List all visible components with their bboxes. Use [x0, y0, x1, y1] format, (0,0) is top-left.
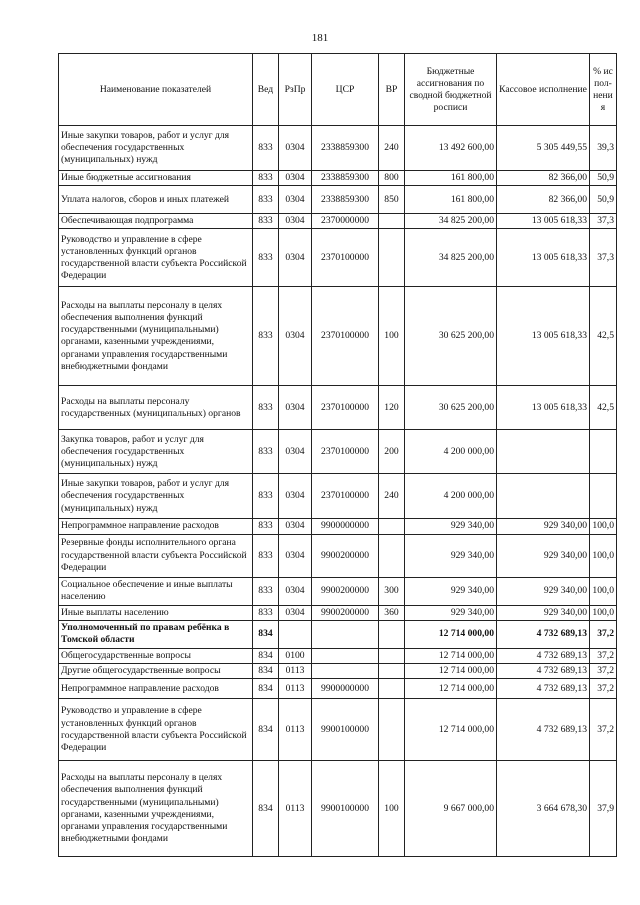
cell-cash-execution: 13 005 618,33 — [497, 214, 590, 229]
cell-csr: 2370100000 — [312, 229, 379, 287]
cell-name: Руководство и управление в сфере установленных функций органов государственной власти субъекта Российской Федерации — [59, 229, 253, 287]
header-rzpr: РзПр — [279, 54, 312, 126]
cell-csr: 9900100000 — [312, 761, 379, 857]
cell-name: Уполномоченный по правам ребёнка в Томской области — [59, 620, 253, 648]
cell-vr: 200 — [379, 430, 405, 474]
header-csr: ЦСР — [312, 54, 379, 126]
cell-assignments: 929 340,00 — [405, 605, 497, 620]
table-row — [59, 214, 617, 229]
cell-csr: 9900000000 — [312, 519, 379, 534]
cell-csr: 2338859300 — [312, 126, 379, 171]
table-row — [59, 761, 617, 857]
cell-percent: 37,9 — [590, 761, 617, 857]
cell-name: Расходы на выплаты персоналу государственных (муниципальных) органов — [59, 386, 253, 430]
cell-assignments: 12 714 000,00 — [405, 620, 497, 648]
cell-assignments: 929 340,00 — [405, 519, 497, 534]
cell-csr: 2370100000 — [312, 287, 379, 386]
cell-rzpr: 0304 — [279, 605, 312, 620]
cell-percent — [590, 474, 617, 519]
cell-name: Общегосударственные вопросы — [59, 648, 253, 663]
cell-percent: 100,0 — [590, 534, 617, 577]
cell-cash-execution: 4 732 689,13 — [497, 679, 590, 699]
table-row — [59, 577, 617, 605]
cell-percent: 42,5 — [590, 386, 617, 430]
cell-name: Закупка товаров, работ и услуг для обеспечения государственных (муниципальных) нужд — [59, 430, 253, 474]
cell-vr: 850 — [379, 186, 405, 214]
cell-cash-execution: 82 366,00 — [497, 186, 590, 214]
table-body — [59, 126, 617, 857]
cell-vr — [379, 519, 405, 534]
cell-percent: 100,0 — [590, 519, 617, 534]
cell-rzpr: 0113 — [279, 699, 312, 761]
cell-name: Уплата налогов, сборов и иных платежей — [59, 186, 253, 214]
cell-name: Социальное обеспечение и иные выплаты населению — [59, 577, 253, 605]
cell-vr: 100 — [379, 287, 405, 386]
cell-ved: 833 — [253, 229, 279, 287]
cell-name: Другие общегосударственные вопросы — [59, 664, 253, 679]
cell-csr: 2338859300 — [312, 186, 379, 214]
cell-rzpr: 0304 — [279, 126, 312, 171]
table-row — [59, 171, 617, 186]
cell-cash-execution: 13 005 618,33 — [497, 287, 590, 386]
cell-vr — [379, 664, 405, 679]
cell-percent: 37,2 — [590, 679, 617, 699]
cell-assignments: 9 667 000,00 — [405, 761, 497, 857]
cell-csr — [312, 648, 379, 663]
cell-cash-execution: 4 732 689,13 — [497, 648, 590, 663]
cell-csr: 9900200000 — [312, 534, 379, 577]
table-row — [59, 664, 617, 679]
cell-vr — [379, 214, 405, 229]
cell-ved: 833 — [253, 171, 279, 186]
cell-assignments: 929 340,00 — [405, 577, 497, 605]
cell-name: Резервные фонды исполнительного органа государственной власти субъекта Российской Федерации — [59, 534, 253, 577]
cell-csr: 2370000000 — [312, 214, 379, 229]
cell-cash-execution: 13 005 618,33 — [497, 386, 590, 430]
cell-assignments: 929 340,00 — [405, 534, 497, 577]
cell-cash-execution: 82 366,00 — [497, 171, 590, 186]
cell-rzpr: 0304 — [279, 214, 312, 229]
cell-assignments: 12 714 000,00 — [405, 664, 497, 679]
cell-ved: 833 — [253, 474, 279, 519]
cell-vr — [379, 620, 405, 648]
cell-rzpr: 0304 — [279, 474, 312, 519]
table-row — [59, 699, 617, 761]
cell-ved: 834 — [253, 761, 279, 857]
cell-cash-execution: 929 340,00 — [497, 519, 590, 534]
table-row — [59, 620, 617, 648]
cell-cash-execution: 13 005 618,33 — [497, 229, 590, 287]
header-ved: Вед — [253, 54, 279, 126]
cell-csr: 9900200000 — [312, 577, 379, 605]
cell-ved: 833 — [253, 287, 279, 386]
cell-percent: 37,2 — [590, 664, 617, 679]
page-number: 181 — [311, 32, 329, 44]
cell-cash-execution: 4 732 689,13 — [497, 620, 590, 648]
cell-csr: 2370100000 — [312, 474, 379, 519]
cell-ved: 834 — [253, 699, 279, 761]
table-row — [59, 186, 617, 214]
cell-cash-execution: 4 732 689,13 — [497, 699, 590, 761]
cell-assignments: 161 800,00 — [405, 171, 497, 186]
cell-csr: 2370100000 — [312, 430, 379, 474]
cell-assignments: 12 714 000,00 — [405, 699, 497, 761]
cell-cash-execution: 929 340,00 — [497, 605, 590, 620]
cell-name: Иные закупки товаров, работ и услуг для обеспечения государственных (муниципальных) нужд — [59, 126, 253, 171]
cell-ved: 834 — [253, 648, 279, 663]
cell-percent: 37,2 — [590, 620, 617, 648]
header-assignments: Бюджетные ассигнования по сводной бюджетной росписи — [405, 54, 497, 126]
cell-csr: 2370100000 — [312, 386, 379, 430]
cell-assignments: 34 825 200,00 — [405, 214, 497, 229]
cell-csr: 9900000000 — [312, 679, 379, 699]
cell-assignments: 34 825 200,00 — [405, 229, 497, 287]
cell-percent: 42,5 — [590, 287, 617, 386]
cell-percent: 39,3 — [590, 126, 617, 171]
table-row — [59, 679, 617, 699]
cell-assignments: 30 625 200,00 — [405, 386, 497, 430]
cell-cash-execution: 5 305 449,55 — [497, 126, 590, 171]
cell-cash-execution: 929 340,00 — [497, 577, 590, 605]
table-row — [59, 534, 617, 577]
cell-rzpr: 0304 — [279, 186, 312, 214]
cell-rzpr: 0304 — [279, 534, 312, 577]
cell-ved: 833 — [253, 126, 279, 171]
cell-rzpr: 0304 — [279, 386, 312, 430]
table-row — [59, 430, 617, 474]
header-cash-execution: Кассовое исполнение — [497, 54, 590, 126]
cell-cash-execution: 4 732 689,13 — [497, 664, 590, 679]
header-name: Наименование показателей — [59, 54, 253, 126]
cell-rzpr: 0304 — [279, 171, 312, 186]
cell-name: Иные выплаты населению — [59, 605, 253, 620]
budget-table — [58, 53, 617, 857]
table-row — [59, 648, 617, 663]
cell-percent: 37,3 — [590, 229, 617, 287]
cell-cash-execution: 929 340,00 — [497, 534, 590, 577]
cell-name: Руководство и управление в сфере установленных функций органов государственной власти субъекта Российской Федерации — [59, 699, 253, 761]
cell-name: Иные бюджетные ассигнования — [59, 171, 253, 186]
cell-name: Расходы на выплаты персоналу в целях обеспечения выполнения функций государственными (муниципальными) органами, казенными учреждениями, органами управления государственными внебюджетными фондами — [59, 287, 253, 386]
cell-vr: 360 — [379, 605, 405, 620]
header-row — [59, 54, 617, 126]
cell-vr: 120 — [379, 386, 405, 430]
cell-name: Непрограммное направление расходов — [59, 519, 253, 534]
cell-csr: 9900100000 — [312, 699, 379, 761]
cell-vr — [379, 534, 405, 577]
cell-vr — [379, 699, 405, 761]
cell-rzpr — [279, 620, 312, 648]
cell-name: Расходы на выплаты персоналу в целях обеспечения выполнения функций государственными (муниципальными) органами, казенными учреждениями, органами управления государственными внебюджетными фондами — [59, 761, 253, 857]
cell-cash-execution — [497, 474, 590, 519]
cell-rzpr: 0304 — [279, 577, 312, 605]
cell-csr — [312, 620, 379, 648]
cell-percent: 100,0 — [590, 577, 617, 605]
cell-ved: 833 — [253, 605, 279, 620]
cell-rzpr: 0304 — [279, 430, 312, 474]
cell-vr: 100 — [379, 761, 405, 857]
cell-ved: 833 — [253, 186, 279, 214]
cell-ved: 834 — [253, 620, 279, 648]
table-row — [59, 474, 617, 519]
table-row — [59, 126, 617, 171]
cell-rzpr: 0113 — [279, 679, 312, 699]
cell-ved: 833 — [253, 534, 279, 577]
cell-ved: 833 — [253, 577, 279, 605]
cell-rzpr: 0304 — [279, 229, 312, 287]
cell-rzpr: 0304 — [279, 519, 312, 534]
table-row — [59, 287, 617, 386]
cell-assignments: 161 800,00 — [405, 186, 497, 214]
cell-vr: 240 — [379, 126, 405, 171]
cell-csr: 2338859300 — [312, 171, 379, 186]
cell-ved: 834 — [253, 664, 279, 679]
header-vr: ВР — [379, 54, 405, 126]
cell-vr: 240 — [379, 474, 405, 519]
cell-ved: 833 — [253, 386, 279, 430]
cell-percent: 100,0 — [590, 605, 617, 620]
cell-assignments: 13 492 600,00 — [405, 126, 497, 171]
cell-percent: 50,9 — [590, 186, 617, 214]
cell-rzpr: 0100 — [279, 648, 312, 663]
cell-ved: 833 — [253, 214, 279, 229]
header-percent: % испол-нения — [590, 54, 617, 126]
cell-name: Иные закупки товаров, работ и услуг для обеспечения государственных (муниципальных) нужд — [59, 474, 253, 519]
cell-rzpr: 0113 — [279, 664, 312, 679]
table-row — [59, 229, 617, 287]
cell-ved: 833 — [253, 430, 279, 474]
cell-vr: 800 — [379, 171, 405, 186]
cell-assignments: 12 714 000,00 — [405, 648, 497, 663]
cell-rzpr: 0304 — [279, 287, 312, 386]
cell-name: Обеспечивающая подпрограмма — [59, 214, 253, 229]
cell-csr: 9900200000 — [312, 605, 379, 620]
cell-ved: 833 — [253, 519, 279, 534]
cell-assignments: 30 625 200,00 — [405, 287, 497, 386]
cell-vr — [379, 229, 405, 287]
table-row — [59, 605, 617, 620]
cell-cash-execution: 3 664 678,30 — [497, 761, 590, 857]
cell-csr — [312, 664, 379, 679]
cell-percent — [590, 430, 617, 474]
cell-percent: 37,2 — [590, 648, 617, 663]
cell-ved: 834 — [253, 679, 279, 699]
table-row — [59, 519, 617, 534]
cell-assignments: 4 200 000,00 — [405, 430, 497, 474]
cell-name: Непрограммное направление расходов — [59, 679, 253, 699]
cell-rzpr: 0113 — [279, 761, 312, 857]
cell-vr: 300 — [379, 577, 405, 605]
table-row — [59, 386, 617, 430]
cell-vr — [379, 679, 405, 699]
cell-percent: 37,3 — [590, 214, 617, 229]
cell-cash-execution — [497, 430, 590, 474]
cell-percent: 50,9 — [590, 171, 617, 186]
cell-assignments: 12 714 000,00 — [405, 679, 497, 699]
cell-assignments: 4 200 000,00 — [405, 474, 497, 519]
cell-percent: 37,2 — [590, 699, 617, 761]
cell-vr — [379, 648, 405, 663]
